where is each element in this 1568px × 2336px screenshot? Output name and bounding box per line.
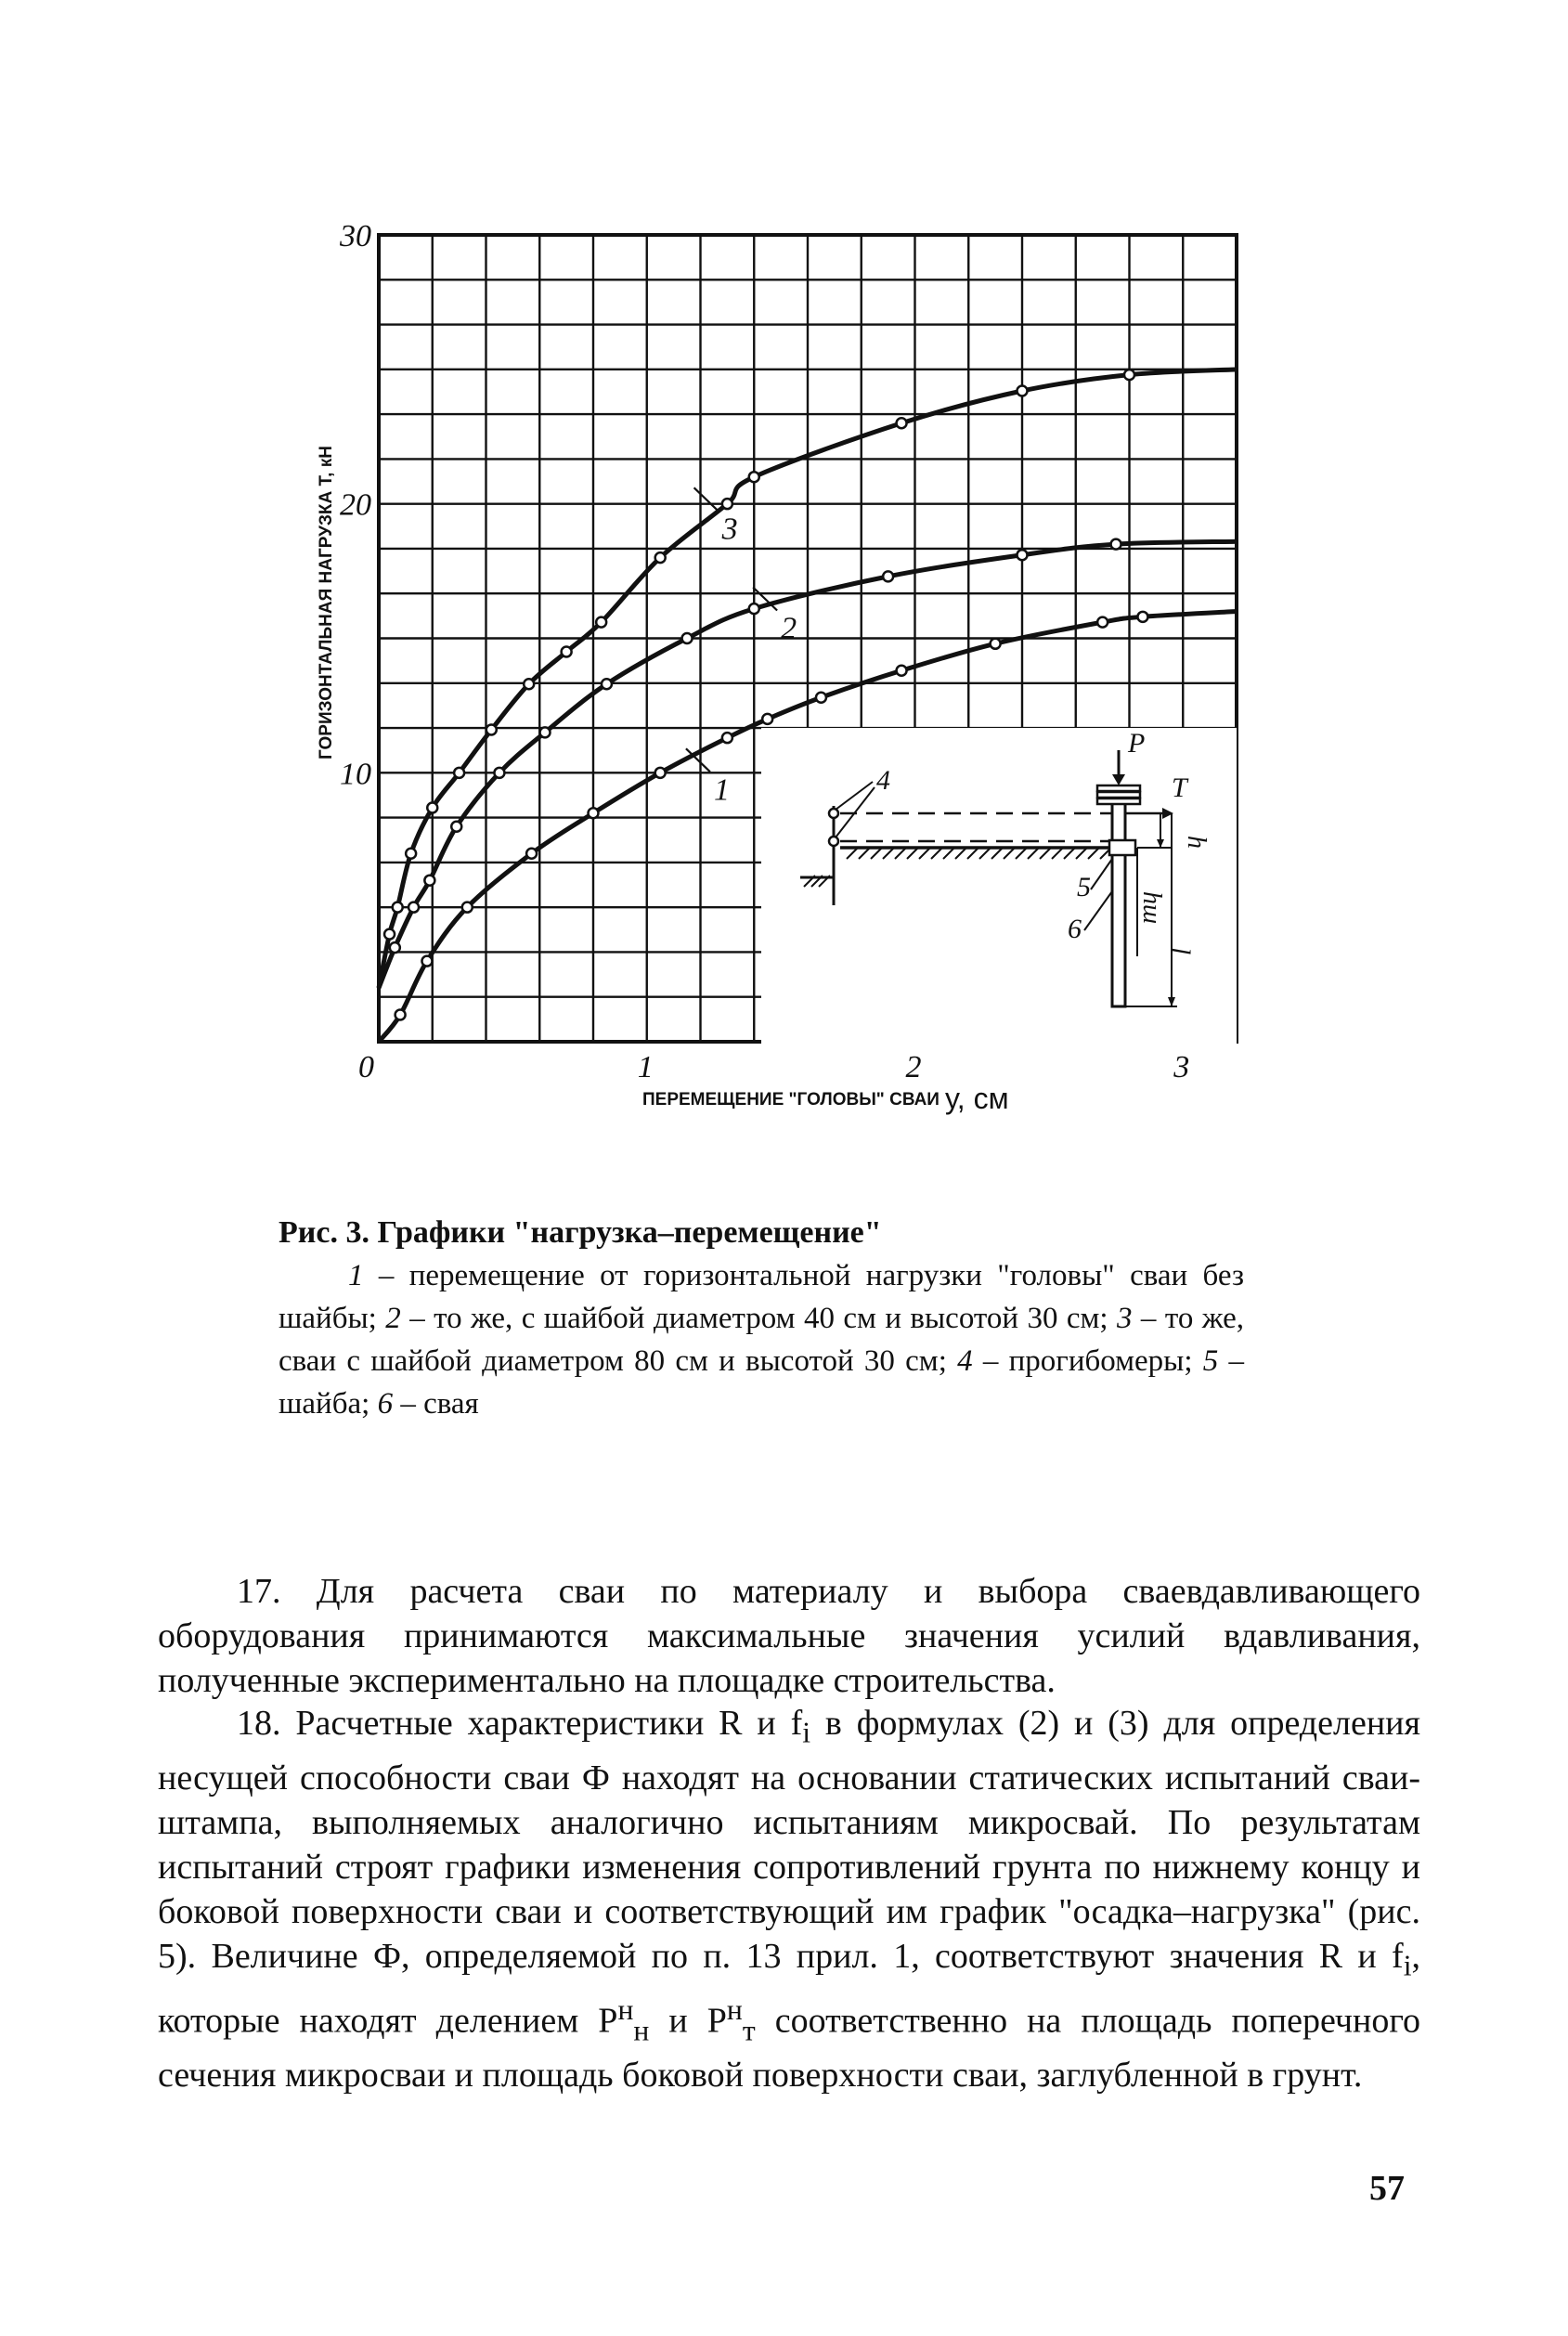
paragraph-18	[158, 1701, 1420, 2097]
series-2-point	[749, 603, 759, 614]
p18-part-d: и P	[649, 2001, 727, 2041]
x-tick-label: 0	[358, 1050, 374, 1084]
inset-label-l: l	[1165, 947, 1196, 955]
y-axis-title: ГОРИЗОНТАЛЬНАЯ НАГРУЗКА Т, кН	[317, 446, 336, 759]
series-3-point	[454, 768, 464, 778]
caption-text-5: – шайба;	[279, 1344, 1245, 1421]
y-tick-label: 20	[340, 487, 371, 523]
series-3-point	[1017, 386, 1028, 396]
inset-label-t: T	[1172, 772, 1187, 803]
series-2-point	[602, 679, 612, 689]
series-1-point	[395, 1010, 406, 1020]
series-2-point	[540, 727, 551, 737]
series-2-point	[1017, 550, 1028, 560]
series-1-point	[589, 808, 599, 818]
inset-label-p: P	[1128, 728, 1146, 759]
series-3-label: 3	[721, 512, 738, 547]
series-2-point	[424, 876, 434, 886]
x-axis-symbol: у, см	[945, 1082, 1009, 1115]
series-3-point	[655, 552, 666, 563]
series-1-point	[722, 733, 732, 743]
caption-num-6: 6	[377, 1387, 394, 1421]
series-2-point	[494, 768, 504, 778]
series-3-point	[562, 646, 572, 656]
y-tick-label: 30	[340, 219, 371, 253]
caption-text-4: – прогибомеры;	[972, 1344, 1203, 1378]
series-2-label: 2	[781, 611, 797, 646]
caption-title: Рис. 3. Графики "нагрузка–перемещение"	[279, 1215, 882, 1250]
series-1-label: 1	[713, 772, 730, 808]
p18-sub-i2: i	[1403, 1949, 1412, 1982]
series-3-leader	[694, 487, 719, 511]
x-axis-title: ПЕРЕМЕЩЕНИЕ "ГОЛОВЫ" СВАИ	[642, 1090, 940, 1110]
p18-sup-n2: н	[726, 1993, 743, 2027]
caption-text-6: – свая	[393, 1387, 479, 1421]
caption-text-3: – то же, сваи с шайбой диаметром 80 см и высотой 30 см;	[279, 1302, 1245, 1378]
caption-num-1: 1	[348, 1259, 364, 1292]
page-number: 57	[1369, 2169, 1405, 2208]
washer	[1109, 840, 1135, 855]
series-3-point	[406, 849, 416, 859]
inset-label-4: 4	[876, 765, 890, 796]
paragraph-17	[158, 1569, 1420, 1703]
series-2-point	[883, 571, 893, 581]
p18-sup-n1: н	[617, 1993, 634, 2027]
series-1-point	[421, 956, 432, 967]
series-1-point	[526, 849, 537, 859]
x-tick-label: 1	[637, 1050, 654, 1084]
caption-text-2: – то же, с шайбой диаметром 40 см и высотой 30 см;	[400, 1302, 1117, 1335]
inset-label-5: 5	[1077, 872, 1091, 902]
deflectometer-upper	[829, 809, 838, 818]
series-2-point	[682, 633, 693, 643]
series-2-point	[1111, 539, 1121, 550]
caption-num-3: 3	[1117, 1302, 1133, 1335]
figure-caption	[279, 1212, 1244, 1425]
series-3-point	[722, 499, 732, 509]
p18-sub-i: i	[802, 1716, 811, 1749]
series-1-point	[655, 768, 666, 778]
series-3-point	[524, 679, 534, 689]
x-tick-label: 3	[1173, 1050, 1190, 1084]
series-3-point	[749, 472, 759, 482]
caption-num-2: 2	[385, 1302, 401, 1335]
series-1-point	[1097, 617, 1108, 628]
paragraph-17-text: 17. Для расчета сваи по материалу и выбора сваевдавливающего оборудования принимаются максимальные значения усилий вдавливания, полученные экспериментально на площадке строительства.	[158, 1572, 1420, 1700]
series-3-point	[486, 724, 497, 734]
p18-part-c: , которые находят делением P	[158, 1936, 1420, 2041]
load-displacement-chart	[0, 0, 1568, 1151]
p18-sub-n1: н	[633, 2014, 650, 2047]
series-3-point	[384, 929, 395, 940]
p18-part-e: соответственно на площадь поперечного сечения микросваи и площадь боковой поверхности сваи, заглубленной в грунт.	[158, 2001, 1420, 2096]
p18-sub-t: т	[742, 2014, 756, 2047]
series-2-point	[390, 942, 400, 953]
series-2-point	[408, 902, 419, 913]
paragraph-18-text	[158, 1701, 1420, 2097]
series-1-point	[816, 693, 826, 703]
series-2-point	[451, 822, 461, 832]
series-1-point	[462, 902, 473, 913]
load-plate-2	[1097, 792, 1140, 798]
p18-part-a: 18. Расчетные характеристики R и f	[237, 1704, 803, 1743]
load-plate-1	[1097, 785, 1140, 791]
series-1-point	[991, 639, 1001, 649]
series-1-point	[762, 714, 772, 724]
series-3-point	[393, 902, 403, 913]
caption-legend	[279, 1254, 1244, 1425]
inset-label-h: h	[1182, 836, 1211, 849]
inset-label-hsh: hш	[1137, 891, 1166, 925]
series-3-point	[897, 418, 907, 428]
y-tick-label: 10	[340, 757, 371, 792]
x-tick-label: 2	[905, 1050, 922, 1084]
series-1-point	[897, 666, 907, 676]
caption-num-5: 5	[1202, 1344, 1219, 1378]
p18-part-b: в формулах (2) и (3) для определения несущей способности сваи Ф находят на основании статических испытаний сваи-штампа, выполняемых аналогично испытаниям микросвай. По результатам испытаний строят графики изменения сопротивлений грунта по нижнему концу и боковой поверхности сваи и соответствующий им график "осадка–нагрузка" (рис. 5). Величине Ф, определяемой по п. 13 прил. 1, соответствуют значения R и f	[158, 1704, 1420, 1976]
pile-scheme-inset	[761, 728, 1237, 1044]
caption-text-1: – перемещение от горизонтальной нагрузки "головы" сваи без шайбы;	[279, 1259, 1244, 1335]
pile	[1112, 800, 1125, 1006]
deflectometer-lower	[829, 837, 838, 846]
load-plate-3	[1097, 798, 1140, 804]
series-1-point	[1137, 612, 1147, 622]
series-3-point	[1124, 370, 1134, 380]
caption-num-4: 4	[957, 1344, 973, 1378]
inset-label-6: 6	[1068, 914, 1082, 944]
series-3-point	[427, 802, 437, 812]
series-3-point	[596, 617, 606, 628]
